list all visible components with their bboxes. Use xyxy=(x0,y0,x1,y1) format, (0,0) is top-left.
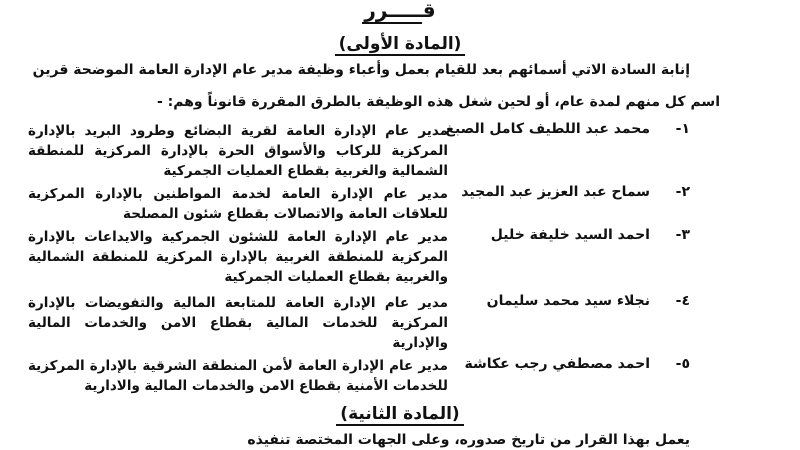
appointee-name: احمد مصطفي رجب عكاشة xyxy=(464,356,650,372)
appointee-name: احمد السيد خليفة خليل xyxy=(490,227,650,243)
title-underline xyxy=(362,22,422,24)
appointee-position: مدير عام الإدارة العامة للمتابعة المالية والتفويضات بالإدارة المركزية للخدمات المالية بقطاع الامن والخدمات المالية والإدارية xyxy=(28,295,448,351)
appointee-number: ٤- xyxy=(675,293,690,309)
article-one-intro-line-2: اسم كل منهم لمدة عام، أو لحين شغل هذه الوظيفة بالطرق المقررة قانوناً وهم: - xyxy=(156,94,720,110)
appointee-position: مدير عام الإدارة العامة لقرية البضائع وطرود البريد بالإدارة المركزية للركاب والأسواق الحرة بالإدارة المركزية للمنطقة الشمالية والغربية بقطاع العمليات الجمركية xyxy=(28,123,448,179)
article-two-heading xyxy=(0,404,800,424)
appointee-number: ٥- xyxy=(675,356,690,372)
decree-title: قـــــرر xyxy=(364,0,436,22)
article-two-text: يعمل بهذا القرار من تاريخ صدوره، وعلى الجهات المختصة تنفيذه xyxy=(247,432,690,448)
appointee-name: محمد عبد اللطيف كامل الصبغ xyxy=(445,121,650,137)
appointee-name: نجلاء سيد محمد سليمان xyxy=(486,293,650,309)
article-one-heading-text: (المادة الأولى) xyxy=(335,34,466,56)
appointee-number: ٢- xyxy=(675,184,690,200)
article-one-heading xyxy=(0,34,800,54)
appointee-position: مدير عام الإدارة العامة لأمن المنطقة الشرقية بالإدارة المركزية للخدمات الأمنية بقطاع الامن والخدمات المالية والادارية xyxy=(28,358,448,394)
appointee-position: مدير عام الإدارة العامة للشئون الجمركية والايداعات بالإدارة المركزية للمنطقة الغربية بالإدارة المركزية للمنطقة الشمالية والغربية بقطاع العمليات الجمركية xyxy=(28,229,448,285)
appointee-position: مدير عام الإدارة العامة لخدمة المواطنين بالإدارة المركزية للعلاقات العامة والاتصالات بقطاع شئون المصلحة xyxy=(28,186,448,222)
article-one-intro-line-1: إنابة السادة الاتي أسمائهم بعد للقيام بعمل وأعباء وظيفة مدير عام الإدارة العامة الموضحة قرين xyxy=(32,62,690,78)
appointee-number: ١- xyxy=(675,121,690,137)
appointee-number: ٣- xyxy=(675,227,690,243)
article-two-heading-text: (المادة الثانية) xyxy=(336,404,463,426)
appointee-name: سماح عبد العزيز عبد المجيد xyxy=(461,184,650,200)
